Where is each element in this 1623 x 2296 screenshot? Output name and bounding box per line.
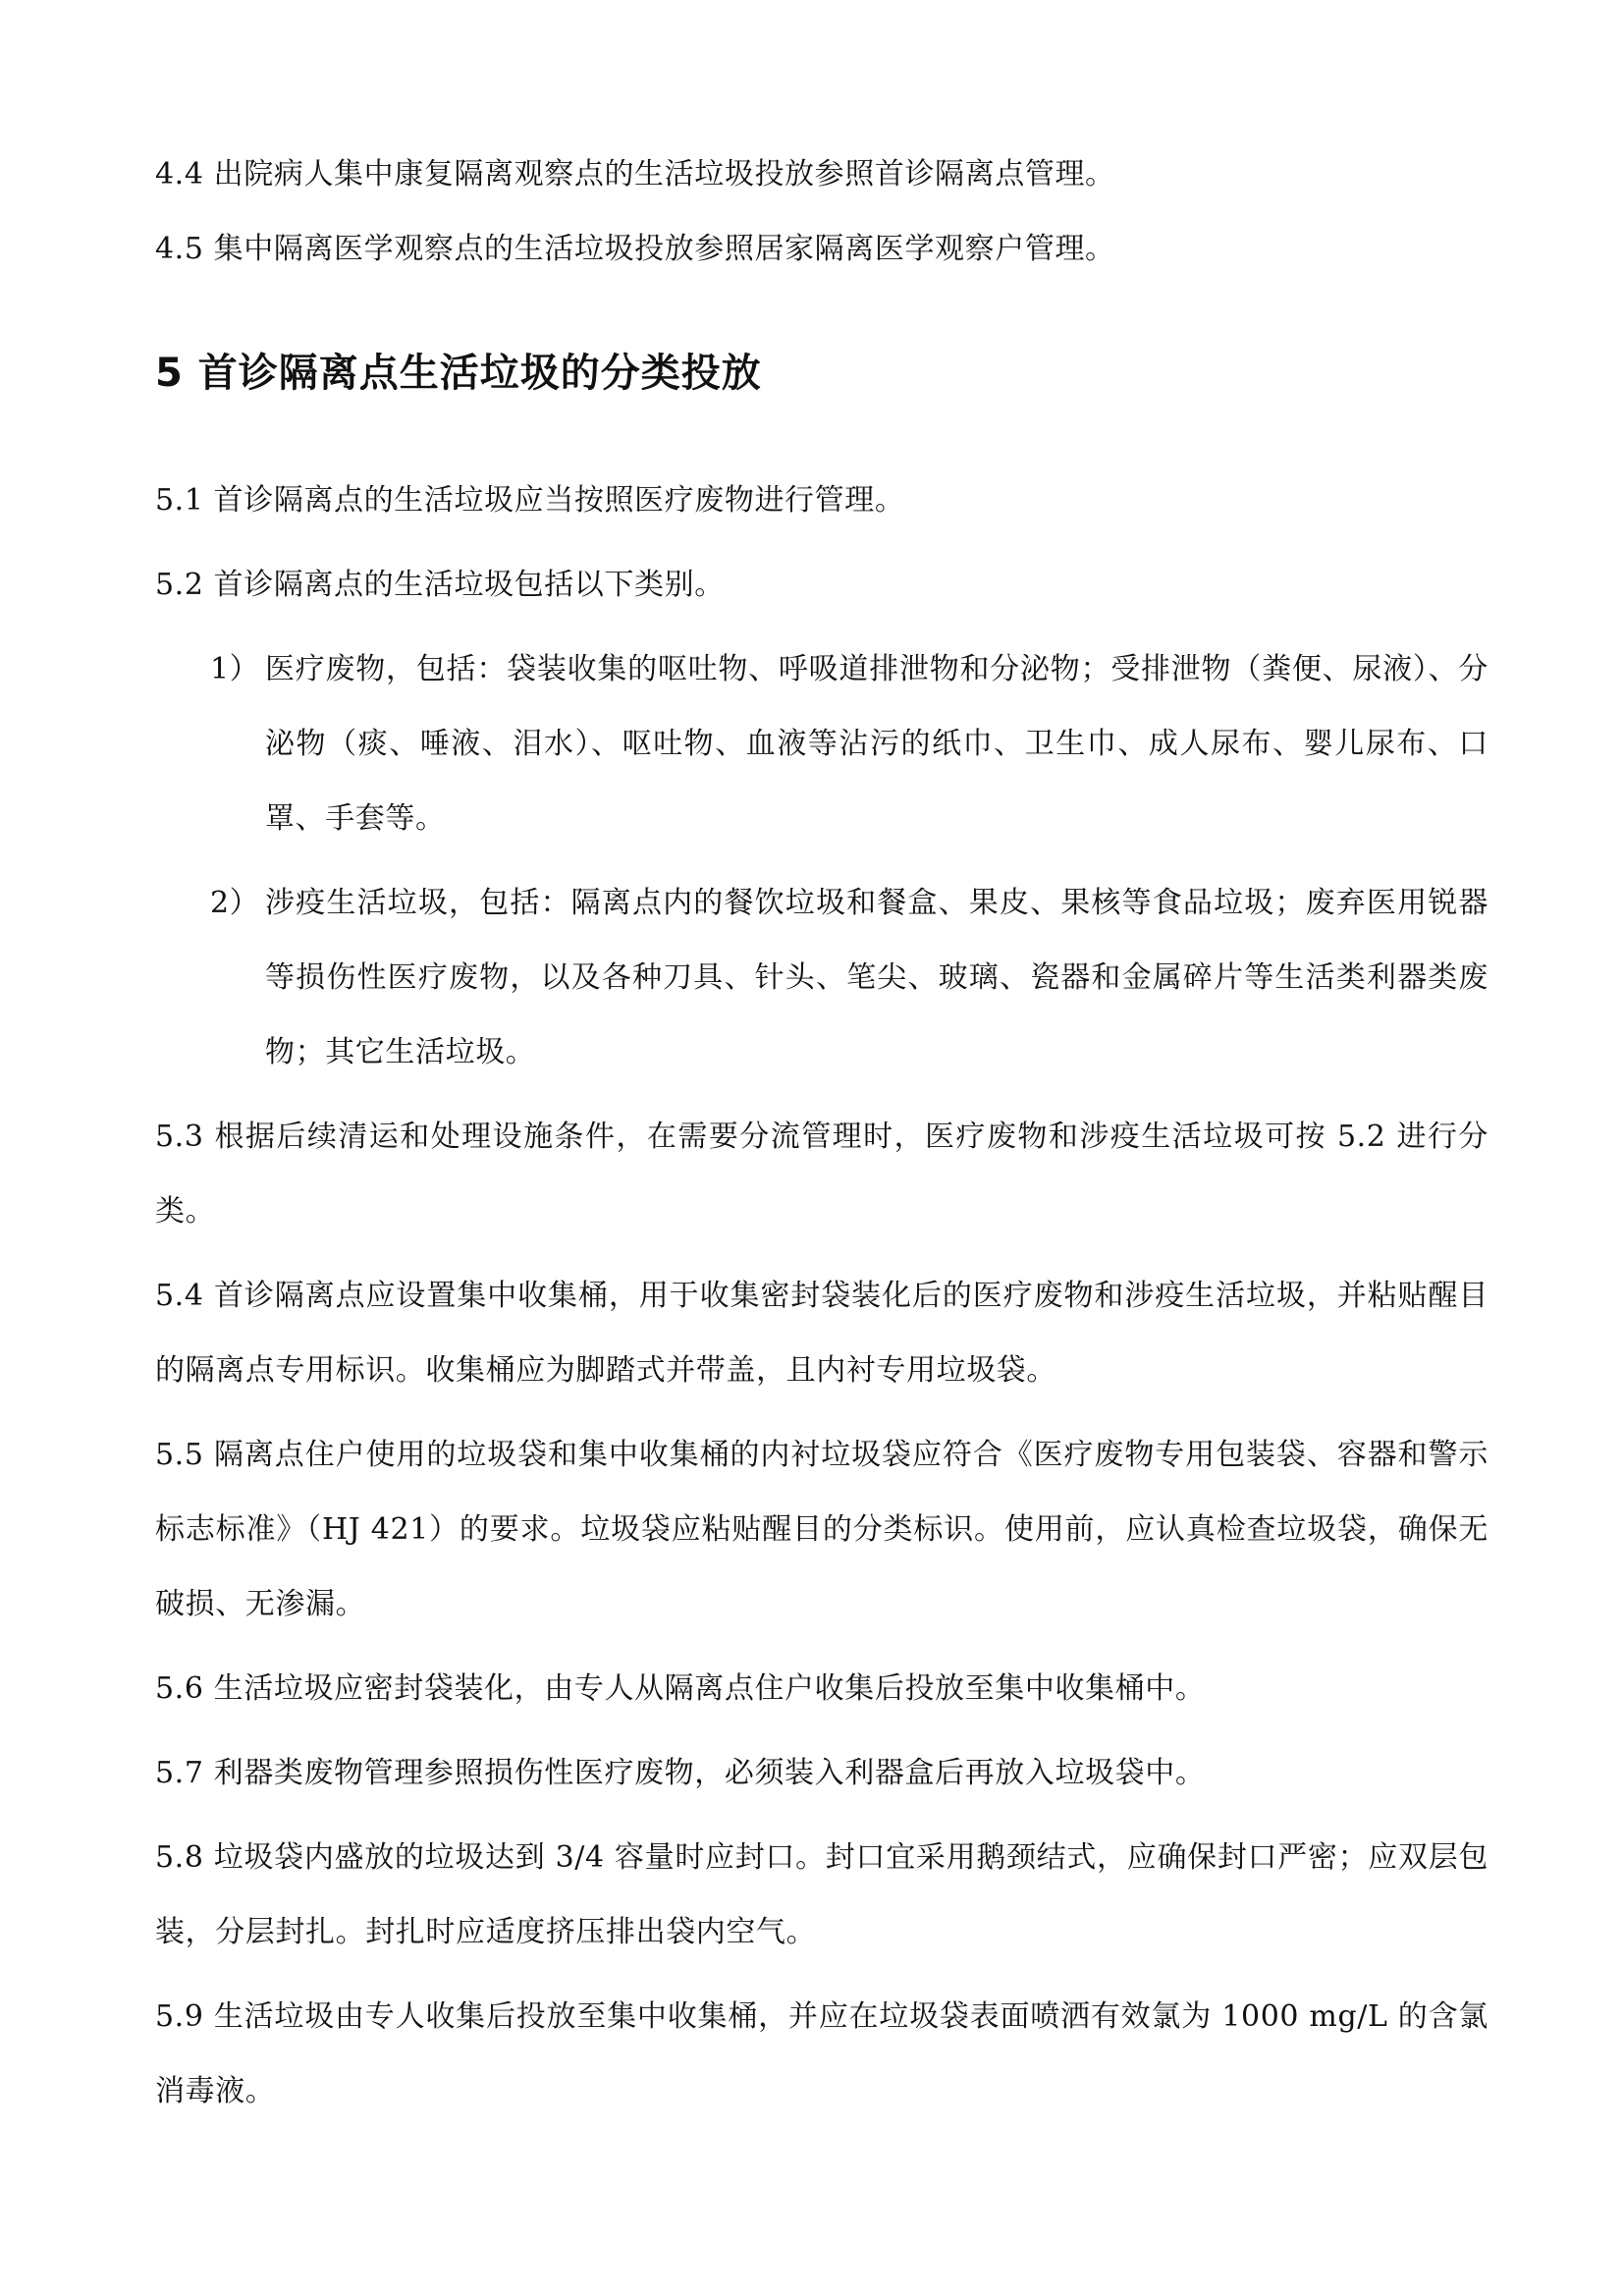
paragraph-5-4: 5.4 首诊隔离点应设置集中收集桶，用于收集密封袋装化后的医疗废物和涉疫生活垃圾，并粘贴醒目的隔离点专用标识。收集桶应为脚踏式并带盖，且内衬专用垃圾袋。: [155, 1279, 1488, 1388]
list-item-text: 医疗废物，包括：袋装收集的呕吐物、呼吸道排泄物和分泌物；受排泄物（粪便、尿液）、分泌物（痰、唾液、泪水）、呕吐物、血液等沾污的纸巾、卫生巾、成人尿布、婴儿尿布、口罩、手套等。: [265, 652, 1488, 836]
list-item-1: [155, 632, 1488, 856]
paragraph-5-6: 5.6 生活垃圾应密封袋装化，由专人从隔离点住户收集后投放至集中收集桶中。: [155, 1671, 1206, 1706]
section-heading-5: 5 首诊隔离点生活垃圾的分类投放: [155, 351, 762, 396]
paragraph-4-4: 4.4 出院病人集中康复隔离观察点的生活垃圾投放参照首诊隔离点管理。: [155, 157, 1115, 191]
paragraph-4-5: 4.5 集中隔离医学观察点的生活垃圾投放参照居家隔离医学观察户管理。: [155, 232, 1115, 266]
list-item-text: 涉疫生活垃圾，包括：隔离点内的餐饮垃圾和餐盒、果皮、果核等食品垃圾；废弃医用锐器等损伤性医疗废物，以及各种刀具、针头、笔尖、玻璃、瓷器和金属碎片等生活类利器类废物；其它生活垃圾。: [265, 886, 1488, 1069]
paragraph-5-2: 5.2 首诊隔离点的生活垃圾包括以下类别。: [155, 568, 725, 602]
paragraph-5-5: 5.5 隔离点住户使用的垃圾袋和集中收集桶的内衬垃圾袋应符合《医疗废物专用包装袋、容器和警示标志标准》（HJ 421）的要求。垃圾袋应粘贴醒目的分类标识。使用前，应认真检查垃圾袋，确保无破损、无渗漏。: [155, 1438, 1488, 1621]
paragraph-5-8: 5.8 垃圾袋内盛放的垃圾达到 3/4 容量时应封口。封口宜采用鹅颈结式，应确保封口严密；应双层包装，分层封扎。封扎时应适度挤压排出袋内空气。: [155, 1840, 1488, 1949]
list-marker: 2）: [210, 886, 260, 920]
list-marker: 1）: [210, 652, 260, 686]
paragraph-5-7: 5.7 利器类废物管理参照损伤性医疗废物，必须装入利器盒后再放入垃圾袋中。: [155, 1756, 1206, 1790]
paragraph-5-1: 5.1 首诊隔离点的生活垃圾应当按照医疗废物进行管理。: [155, 483, 905, 518]
document-body: [155, 137, 1488, 2129]
paragraph-5-3: 5.3 根据后续清运和处理设施条件，在需要分流管理时，医疗废物和涉疫生活垃圾可按 5.2 进行分类。: [155, 1120, 1488, 1229]
paragraph-5-9: 5.9 生活垃圾由专人收集后投放至集中收集桶，并应在垃圾袋表面喷洒有效氯为 1000 mg/L 的含氯消毒液。: [155, 1999, 1488, 2108]
list-item-2: [155, 866, 1488, 1090]
